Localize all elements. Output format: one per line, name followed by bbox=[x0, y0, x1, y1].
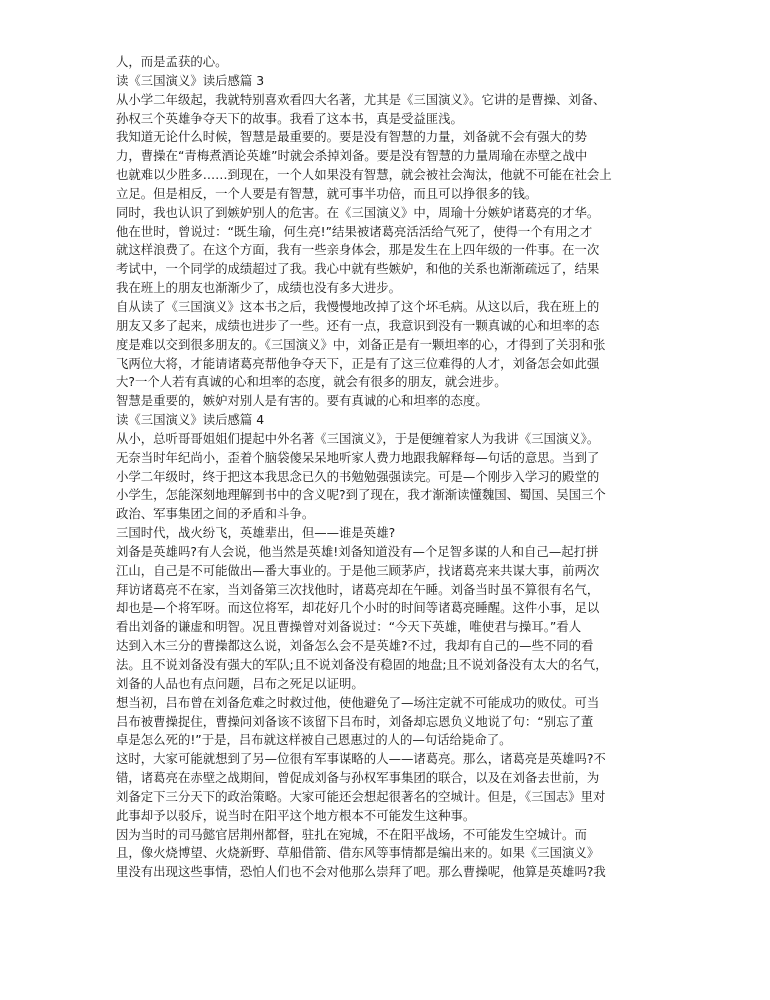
text-line: 他在世时，曾说过：“既生瑜，何生亮!”结果被诸葛亮活活给气死了，使得一个有用之才 bbox=[116, 223, 593, 239]
text-line: 读《三国演义》读后感篇 3 bbox=[116, 72, 265, 88]
text-line: 无奈当时年纪尚小，歪着个脑袋傻呆呆地听家人费力地跟我解释每—句话的意思。当到了 bbox=[116, 449, 600, 465]
text-line: 从小学二年级起，我就特别喜欢看四大名著，尤其是《三国演义》。它讲的是曹操、刘备、 bbox=[116, 91, 606, 107]
text-line: 这时，大家可能就想到了另—位很有军事谋略的人——诸葛亮。那么，诸葛亮是英雄吗?不 bbox=[116, 751, 606, 767]
text-line: 刘备是英雄吗?有人会说，他当然是英雄!刘备知道没有—个足智多谋的人和自己—起打拼 bbox=[116, 543, 599, 559]
document-body bbox=[116, 53, 656, 882]
text-line: 政治、军事集团之间的矛盾和斗争。 bbox=[116, 506, 315, 522]
text-line: 拜访诸葛亮不在家，当刘备第三次找他时，诸葛亮却在午睡。刘备当时虽不算很有名气， bbox=[116, 581, 600, 597]
text-line: 江山，自己是不可能做出—番大事业的。于是他三顾茅庐，找诸葛亮来共谋大事，前两次 bbox=[116, 562, 600, 578]
text-line: 就这样浪费了。在这个方面，我有一些亲身体会，那是发生在上四年级的一件事。在一次 bbox=[116, 242, 600, 258]
text-line: 此事却予以驳斥，说当时在阳平这个地方根本不可能发生这种事。 bbox=[116, 807, 476, 823]
text-line: 错，诸葛亮在赤壁之战期间，曾促成刘备与孙权军事集团的联合，以及在刘备去世前，为 bbox=[116, 770, 600, 786]
text-line: 人，而是孟获的心。 bbox=[116, 54, 228, 69]
text-line: 力，曹操在“青梅煮酒论英雄”时就会杀掉刘备。要是没有智慧的力量周瑜在赤壁之战中 bbox=[116, 148, 588, 164]
text-line: 自从读了《三国演义》这本书之后，我慢慢地改掉了这个坏毛病。从这以后，我在班上的 bbox=[116, 298, 600, 314]
text-line: 度是难以交到很多朋友的。《三国演义》中，刘备正是有一颗坦率的心，才得到了关羽和张 bbox=[116, 336, 606, 352]
text-line: 卓是怎么死的!”于是，吕布就这样被自己恩惠过的人的—句话给毙命了。 bbox=[116, 732, 512, 748]
text-line: 三国时代，战火纷飞，英雄辈出，但——谁是英雄? bbox=[116, 525, 396, 541]
text-line: 看出刘备的谦虚和明智。况且曹操曾对刘备说过：“今天下英雄，唯使君与操耳。”看人 bbox=[116, 619, 582, 635]
text-line: 智慧是重要的，嫉妒对别人是有害的。要有真诚的心和坦率的态度。 bbox=[116, 393, 488, 409]
text-line: 刘备定下三分天下的政治策略。大家可能还会想起很著名的空城计。但是，《三国志》里对 bbox=[116, 788, 606, 804]
text-line: 法。且不说刘备没有强大的军队;且不说刘备没有稳固的地盘;且不说刘备没有太大的名气， bbox=[116, 657, 608, 672]
text-line: 从小，总听哥哥姐姐们提起中外名著《三国演义》，于是便缠着家人为我讲《三国演义》。 bbox=[116, 430, 600, 446]
text-line: 且，像火烧博望、火烧新野、草船借箭、借东风等事情都是编出来的。如果《三国演义》 bbox=[116, 845, 600, 861]
text-line: 也就难以少胜多……到现在，一个人如果没有智慧，就会被社会淘汰，他就不可能在社会上 bbox=[116, 167, 612, 183]
text-line: 里没有出现这些事情，恐怕人们也不会对他那么崇拜了吧。那么曹操呢，他算是英雄吗?我 bbox=[116, 864, 606, 880]
text-line: 却也是—个将军呀。而这位将军，却花好几个小时的时间等诸葛亮睡醒。这件小事，足以 bbox=[116, 600, 600, 616]
text-line: 大?一个人若有真诚的心和坦率的态度，就会有很多的朋友，就会进步。 bbox=[116, 374, 507, 390]
text-line: 飞两位大将，才能请诸葛亮帮他争夺天下，正是有了这三位难得的人才，刘备怎会如此强 bbox=[116, 355, 600, 371]
text-line: 我知道无论什么时候，智慧是最重要的。要是没有智慧的力量，刘备就不会有强大的势 bbox=[116, 129, 587, 145]
text-line: 刘备的人品也有点问题，吕布之死足以证明。 bbox=[116, 675, 364, 691]
text-line: 我在班上的朋友也渐渐少了，成绩也没有多大进步。 bbox=[116, 280, 401, 296]
text-line: 朋友又多了起来，成绩也进步了一些。还有一点，我意识到没有一颗真诚的心和坦率的态 bbox=[116, 317, 600, 333]
text-line: 小学二年级时，终于把这本我思念已久的书勉勉强强读完。可是—个刚步入学习的殿堂的 bbox=[116, 468, 600, 484]
text-line: 孙权三个英雄争夺天下的故事。我看了这本书，真是受益匪浅。 bbox=[116, 110, 463, 126]
text-line: 想当初，吕布曾在刘备危难之时救过他，使他避免了—场注定就不可能成功的败仗。可当 bbox=[116, 694, 600, 710]
text-line: 达到入木三分的曹操都这么说，刘备怎么会不是英雄?不过，我却有自己的—些不同的看 bbox=[116, 638, 594, 654]
text-line: 读《三国演义》读后感篇 4 bbox=[116, 412, 265, 428]
text-line: 立足。但是相反，一个人要是有智慧，就可事半功倍，而且可以挣很多的钱。 bbox=[116, 185, 538, 201]
text-line: 因为当时的司马懿官居荆州都督，驻扎在宛城，不在阳平战场，不可能发生空城计。而 bbox=[116, 826, 587, 842]
text-line: 吕布被曹操捉住，曹操问刘备该不该留下吕布时，刘备却忘恩负义地说了句：“别忘了董 bbox=[116, 713, 594, 729]
text-line: 小学生，怎能深刻地理解到书中的含义呢?到了现在，我才渐渐读懂魏国、蜀国、吴国三个 bbox=[116, 487, 606, 503]
text-line: 考试中，一个同学的成绩超过了我。我心中就有些嫉妒，和他的关系也渐渐疏远了，结果 bbox=[116, 261, 600, 277]
text-line: 同时，我也认识了到嫉妒别人的危害。在《三国演义》中，周瑜十分嫉妒诸葛亮的才华。 bbox=[116, 204, 600, 220]
